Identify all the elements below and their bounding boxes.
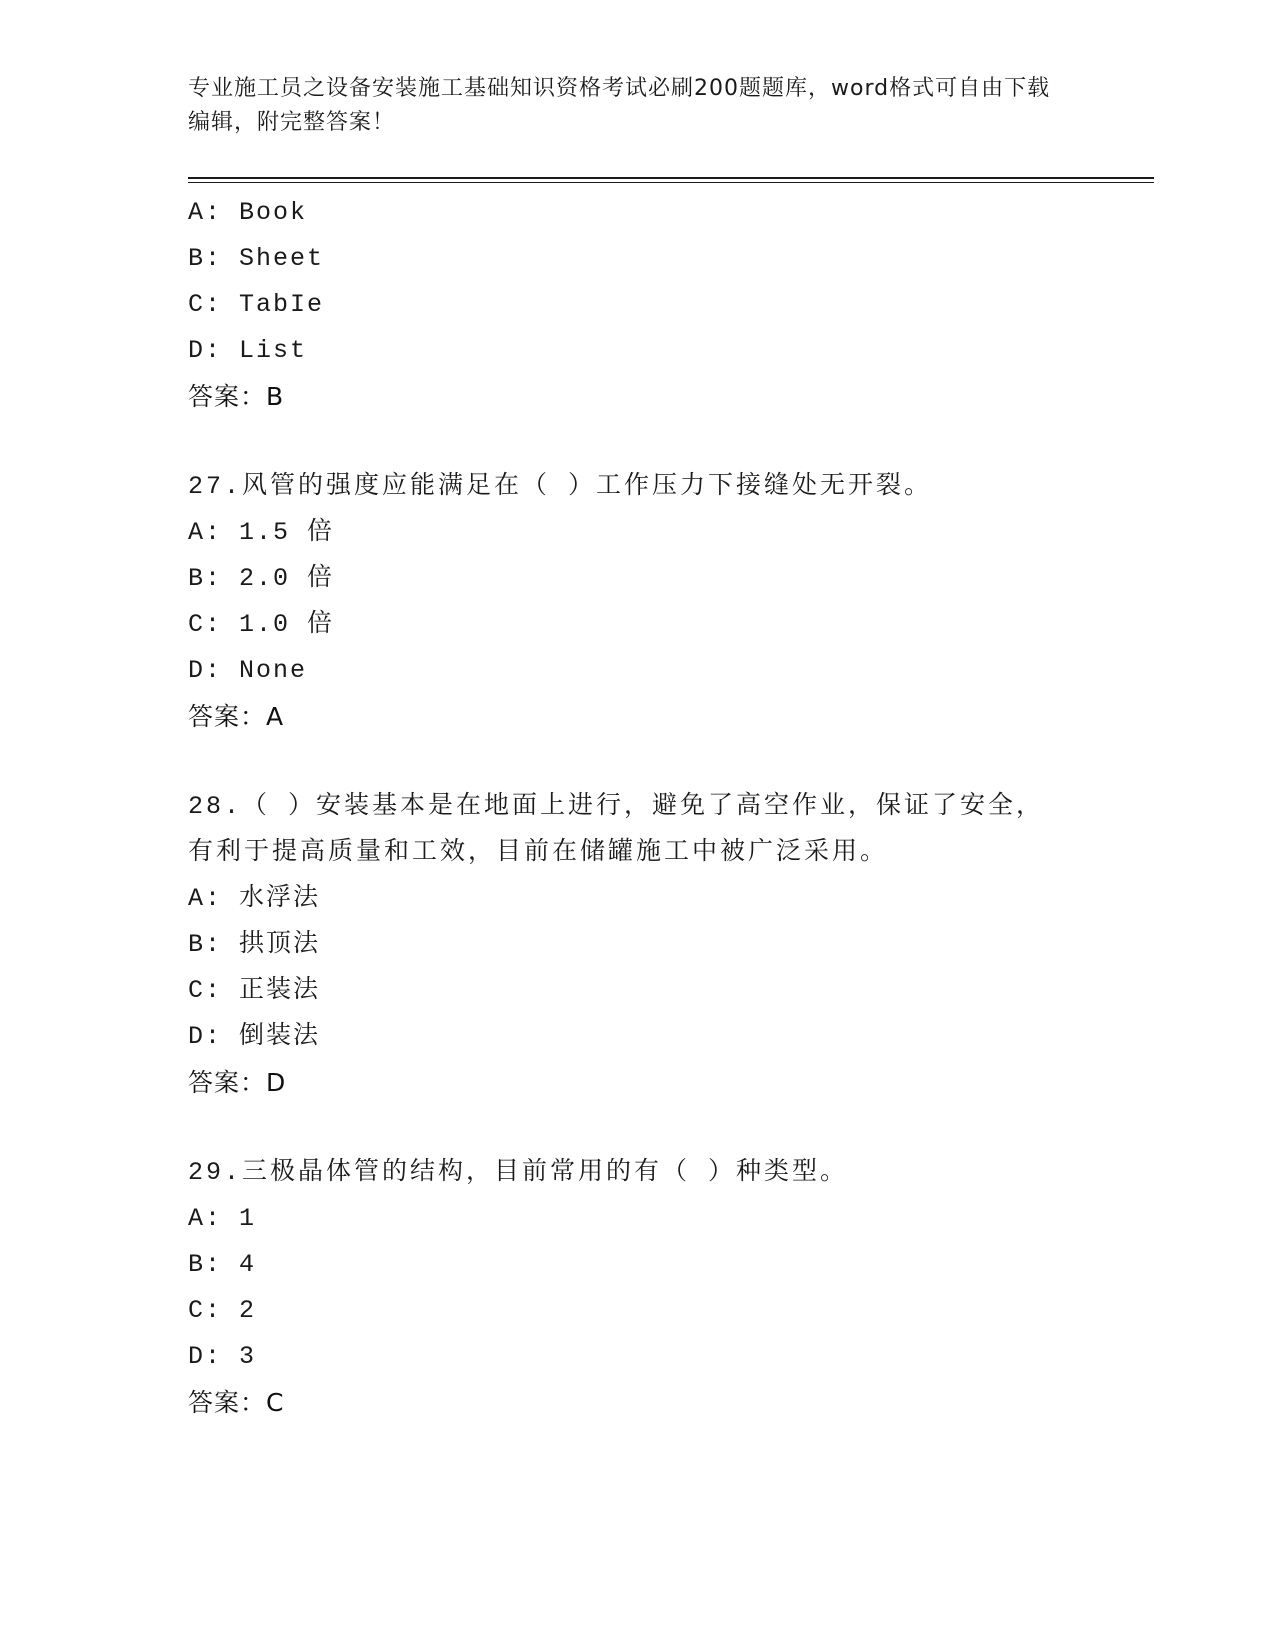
option-c: C: 1.0 倍	[188, 610, 335, 639]
answer-line: 答案：B	[188, 382, 285, 411]
option-d: D: None	[188, 656, 308, 685]
option-a: A: Book	[188, 198, 308, 227]
question-28	[188, 784, 1148, 1106]
option-d: D: 3	[188, 1342, 257, 1371]
option-c: C: 2	[188, 1296, 257, 1325]
question-text: 28.（ ）安装基本是在地面上进行，避免了高空作业，保证了安全，有利于提高质量和工效，目前在储罐施工中被广泛采用。	[188, 792, 1045, 867]
option-b: B: 4	[188, 1250, 257, 1279]
option-d: D: List	[188, 336, 308, 365]
document-header: 专业施工员之设备安装施工基础知识资格考试必刷200题题库，word格式可自由下载编辑，附完整答案！	[188, 76, 1051, 135]
option-a: A: 1.5 倍	[188, 518, 335, 547]
option-c: C: 正装法	[188, 976, 321, 1005]
option-c: C: TabIe	[188, 290, 325, 319]
option-a: A: 1	[188, 1204, 257, 1233]
question-text: 27.风管的强度应能满足在（ ）工作压力下接缝处无开裂。	[188, 472, 933, 501]
question-27	[188, 464, 1148, 740]
header-divider	[188, 177, 1154, 179]
answer-line: 答案：D	[188, 1068, 287, 1097]
answer-line: 答案：A	[188, 702, 285, 731]
question-26-continued	[188, 190, 1148, 420]
header-divider-thin	[188, 182, 1154, 183]
option-a: A: 水浮法	[188, 884, 321, 913]
option-d: D: 倒装法	[188, 1022, 321, 1051]
option-b: B: Sheet	[188, 244, 325, 273]
question-text: 29.三极晶体管的结构，目前常用的有（ ）种类型。	[188, 1158, 849, 1187]
option-b: B: 2.0 倍	[188, 564, 335, 593]
answer-line: 答案：C	[188, 1388, 285, 1417]
question-list	[188, 190, 1148, 1426]
question-29	[188, 1150, 1148, 1426]
option-b: B: 拱顶法	[188, 930, 321, 959]
